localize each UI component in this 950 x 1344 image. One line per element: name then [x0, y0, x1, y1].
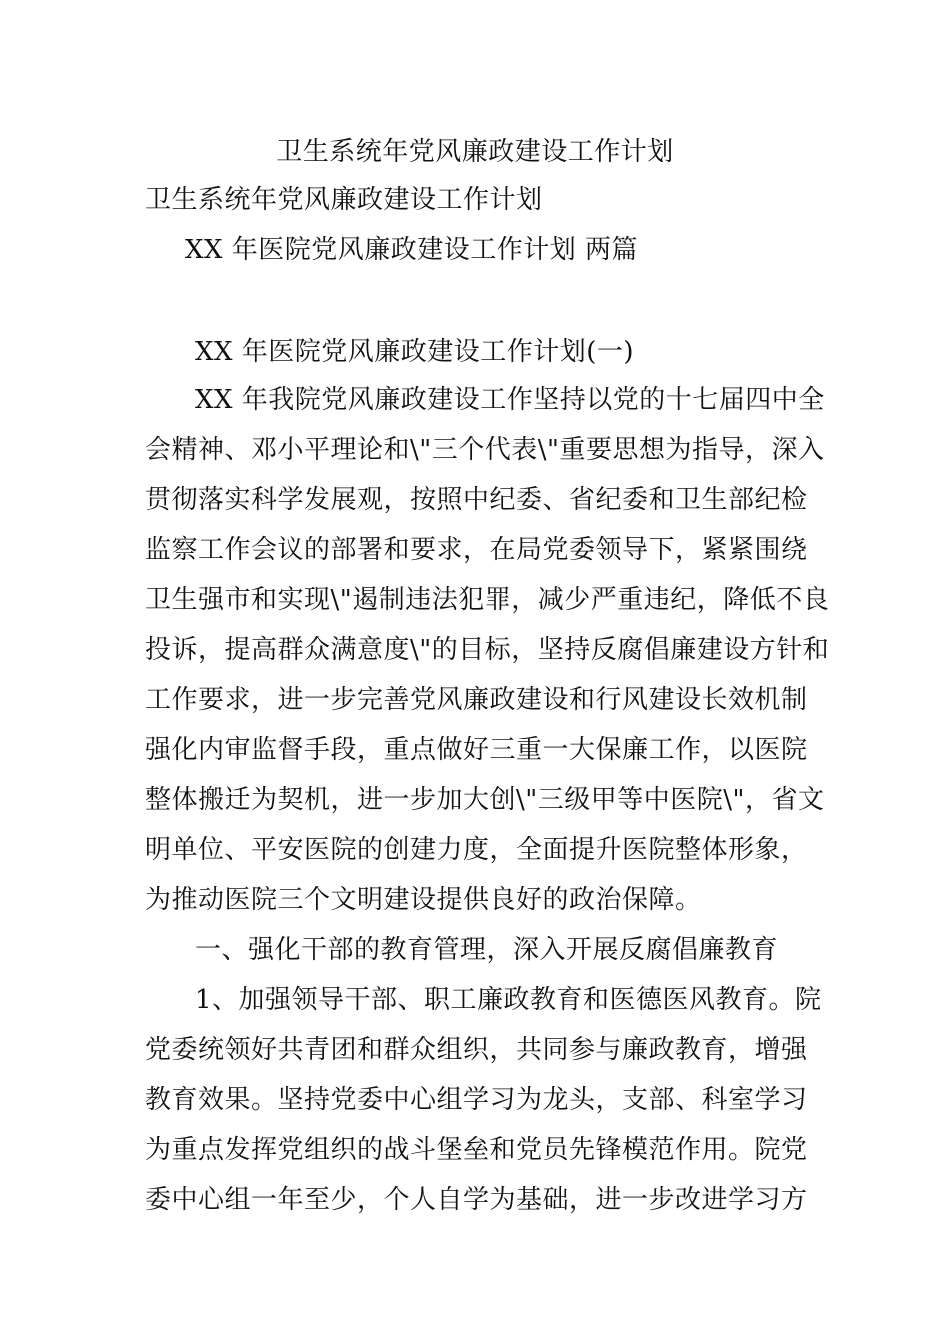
body-line: 投诉，提高群众满意度\"的目标，坚持反腐倡廉建设方针和	[145, 635, 830, 665]
body-line: XX 年我院党风廉政建设工作坚持以党的十七届四中全	[195, 385, 825, 415]
document-subtitle: 卫生系统年党风廉政建设工作计划	[145, 185, 543, 215]
body-line: 强化内审监督手段，重点做好三重一大保廉工作，以医院	[145, 735, 808, 765]
collection-heading: XX 年医院党风廉政建设工作计划 两篇	[185, 235, 639, 265]
body-line: 贯彻落实科学发展观，按照中纪委、省纪委和卫生部纪检	[145, 485, 808, 515]
body-line: 会精神、邓小平理论和\"三个代表\"重要思想为指导，深入	[145, 435, 825, 465]
body-line: 1、加强领导干部、职工廉政教育和医德医风教育。院	[195, 985, 822, 1015]
body-line: 明单位、平安医院的创建力度，全面提升医院整体形象，	[145, 835, 808, 865]
section-heading-one: 一、强化干部的教育管理，深入开展反腐倡廉教育	[195, 935, 779, 965]
body-line: 为推动医院三个文明建设提供良好的政治保障。	[145, 885, 702, 915]
body-line: 工作要求，进一步完善党风廉政建设和行风建设长效机制	[145, 685, 808, 715]
body-line: 卫生强市和实现\"遏制违法犯罪，减少严重违纪，降低不良	[145, 585, 830, 615]
body-line: 整体搬迁为契机，进一步加大创\"三级甲等中医院\"，省文	[145, 785, 825, 815]
body-line: 委中心组一年至少，个人自学为基础，进一步改进学习方	[145, 1185, 808, 1215]
body-line: 教育效果。坚持党委中心组学习为龙头，支部、科室学习	[145, 1085, 808, 1115]
section-heading: XX 年医院党风廉政建设工作计划(一)	[195, 337, 635, 367]
document-title: 卫生系统年党风廉政建设工作计划	[276, 137, 674, 167]
body-line: 党委统领好共青团和群众组织，共同参与廉政教育，增强	[145, 1035, 808, 1065]
body-line: 监察工作会议的部署和要求，在局党委领导下，紧紧围绕	[145, 535, 808, 565]
body-line: 为重点发挥党组织的战斗堡垒和党员先锋模范作用。院党	[145, 1135, 808, 1165]
